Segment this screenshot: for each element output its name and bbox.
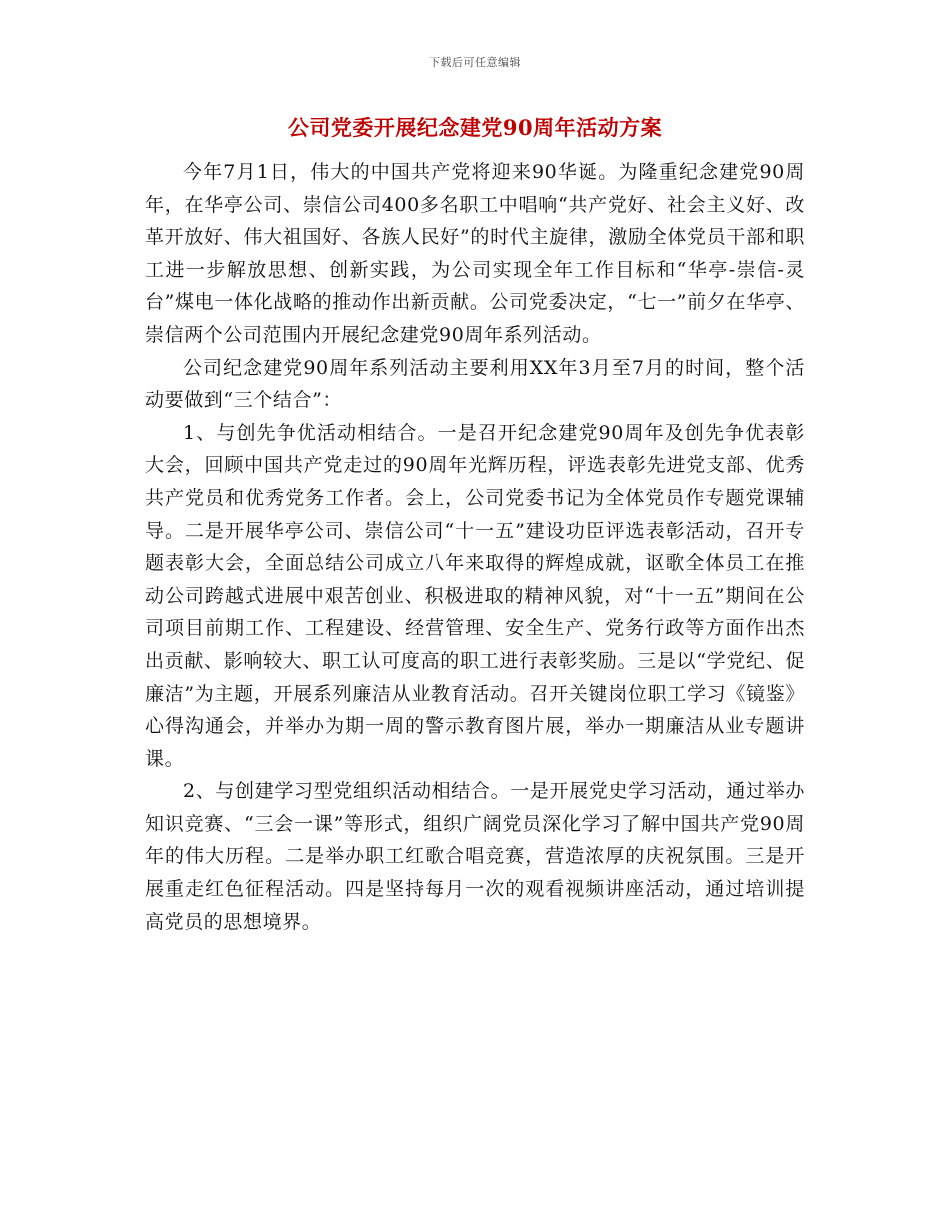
paragraph-overview: 公司纪念建党90周年系列活动主要利用XX年3月至7月的时间，整个活动要做到“三个结合”：	[145, 356, 805, 412]
paragraph-item-2: 2、与创建学习型党组织活动相结合。一是开展党史学习活动，通过举办知识竞赛、“三会一课”等形式，组织广阔党员深化学习了解中国共产党90周年的伟大历程。二是举办职工红歌合唱竞赛，营造浓厚的庆祝氛围。三是开展重走红色征程活动。四是坚持每月一次的观看视频讲座活动，通过培训提高党员的思想境界。	[145, 780, 805, 933]
header-note: 下载后可任意编辑	[429, 56, 521, 69]
document-title: 公司党委开展纪念建党90周年活动方案	[287, 115, 663, 140]
document-body	[145, 156, 805, 938]
paragraph-item-1: 1、与创先争优活动相结合。一是召开纪念建党90周年及创先争优表彰大会，回顾中国共产党走过的90周年光辉历程，评选表彰先进党支部、优秀共产党员和优秀党务工作者。会上，公司党委书记为全体党员作专题党课辅导。二是开展华亭公司、崇信公司“十一五”建设功臣评选表彰活动，召开专题表彰大会，全面总结公司成立八年来取得的辉煌成就，讴歌全体员工在推动公司跨越式进展中艰苦创业、积极进取的精神风貌，对“十一五”期间在公司项目前期工作、工程建设、经营管理、安全生产、党务行政等方面作出杰出贡献、影响较大、职工认可度高的职工进行表彰奖励。三是以“学党纪、促廉洁”为主题，开展系列廉洁从业教育活动。召开关键岗位职工学习《镜鉴》心得沟通会，并举办为期一周的警示教育图片展，举办一期廉洁从业专题讲课。	[145, 421, 805, 770]
paragraph-intro: 今年7月1日，伟大的中国共产党将迎来90华诞。为隆重纪念建党90周年，在华亭公司、崇信公司400多名职工中唱响“共产党好、社会主义好、改革开放好、伟大祖国好、各族人民好”的时代主旋律，激励全体党员干部和职工进一步解放思想、创新实践，为公司实现全年工作目标和“华亭-崇信-灵台”煤电一体化战略的推动作出新贡献。公司党委决定，“七一”前夕在华亭、崇信两个公司范围内开展纪念建党90周年系列活动。	[145, 161, 805, 346]
